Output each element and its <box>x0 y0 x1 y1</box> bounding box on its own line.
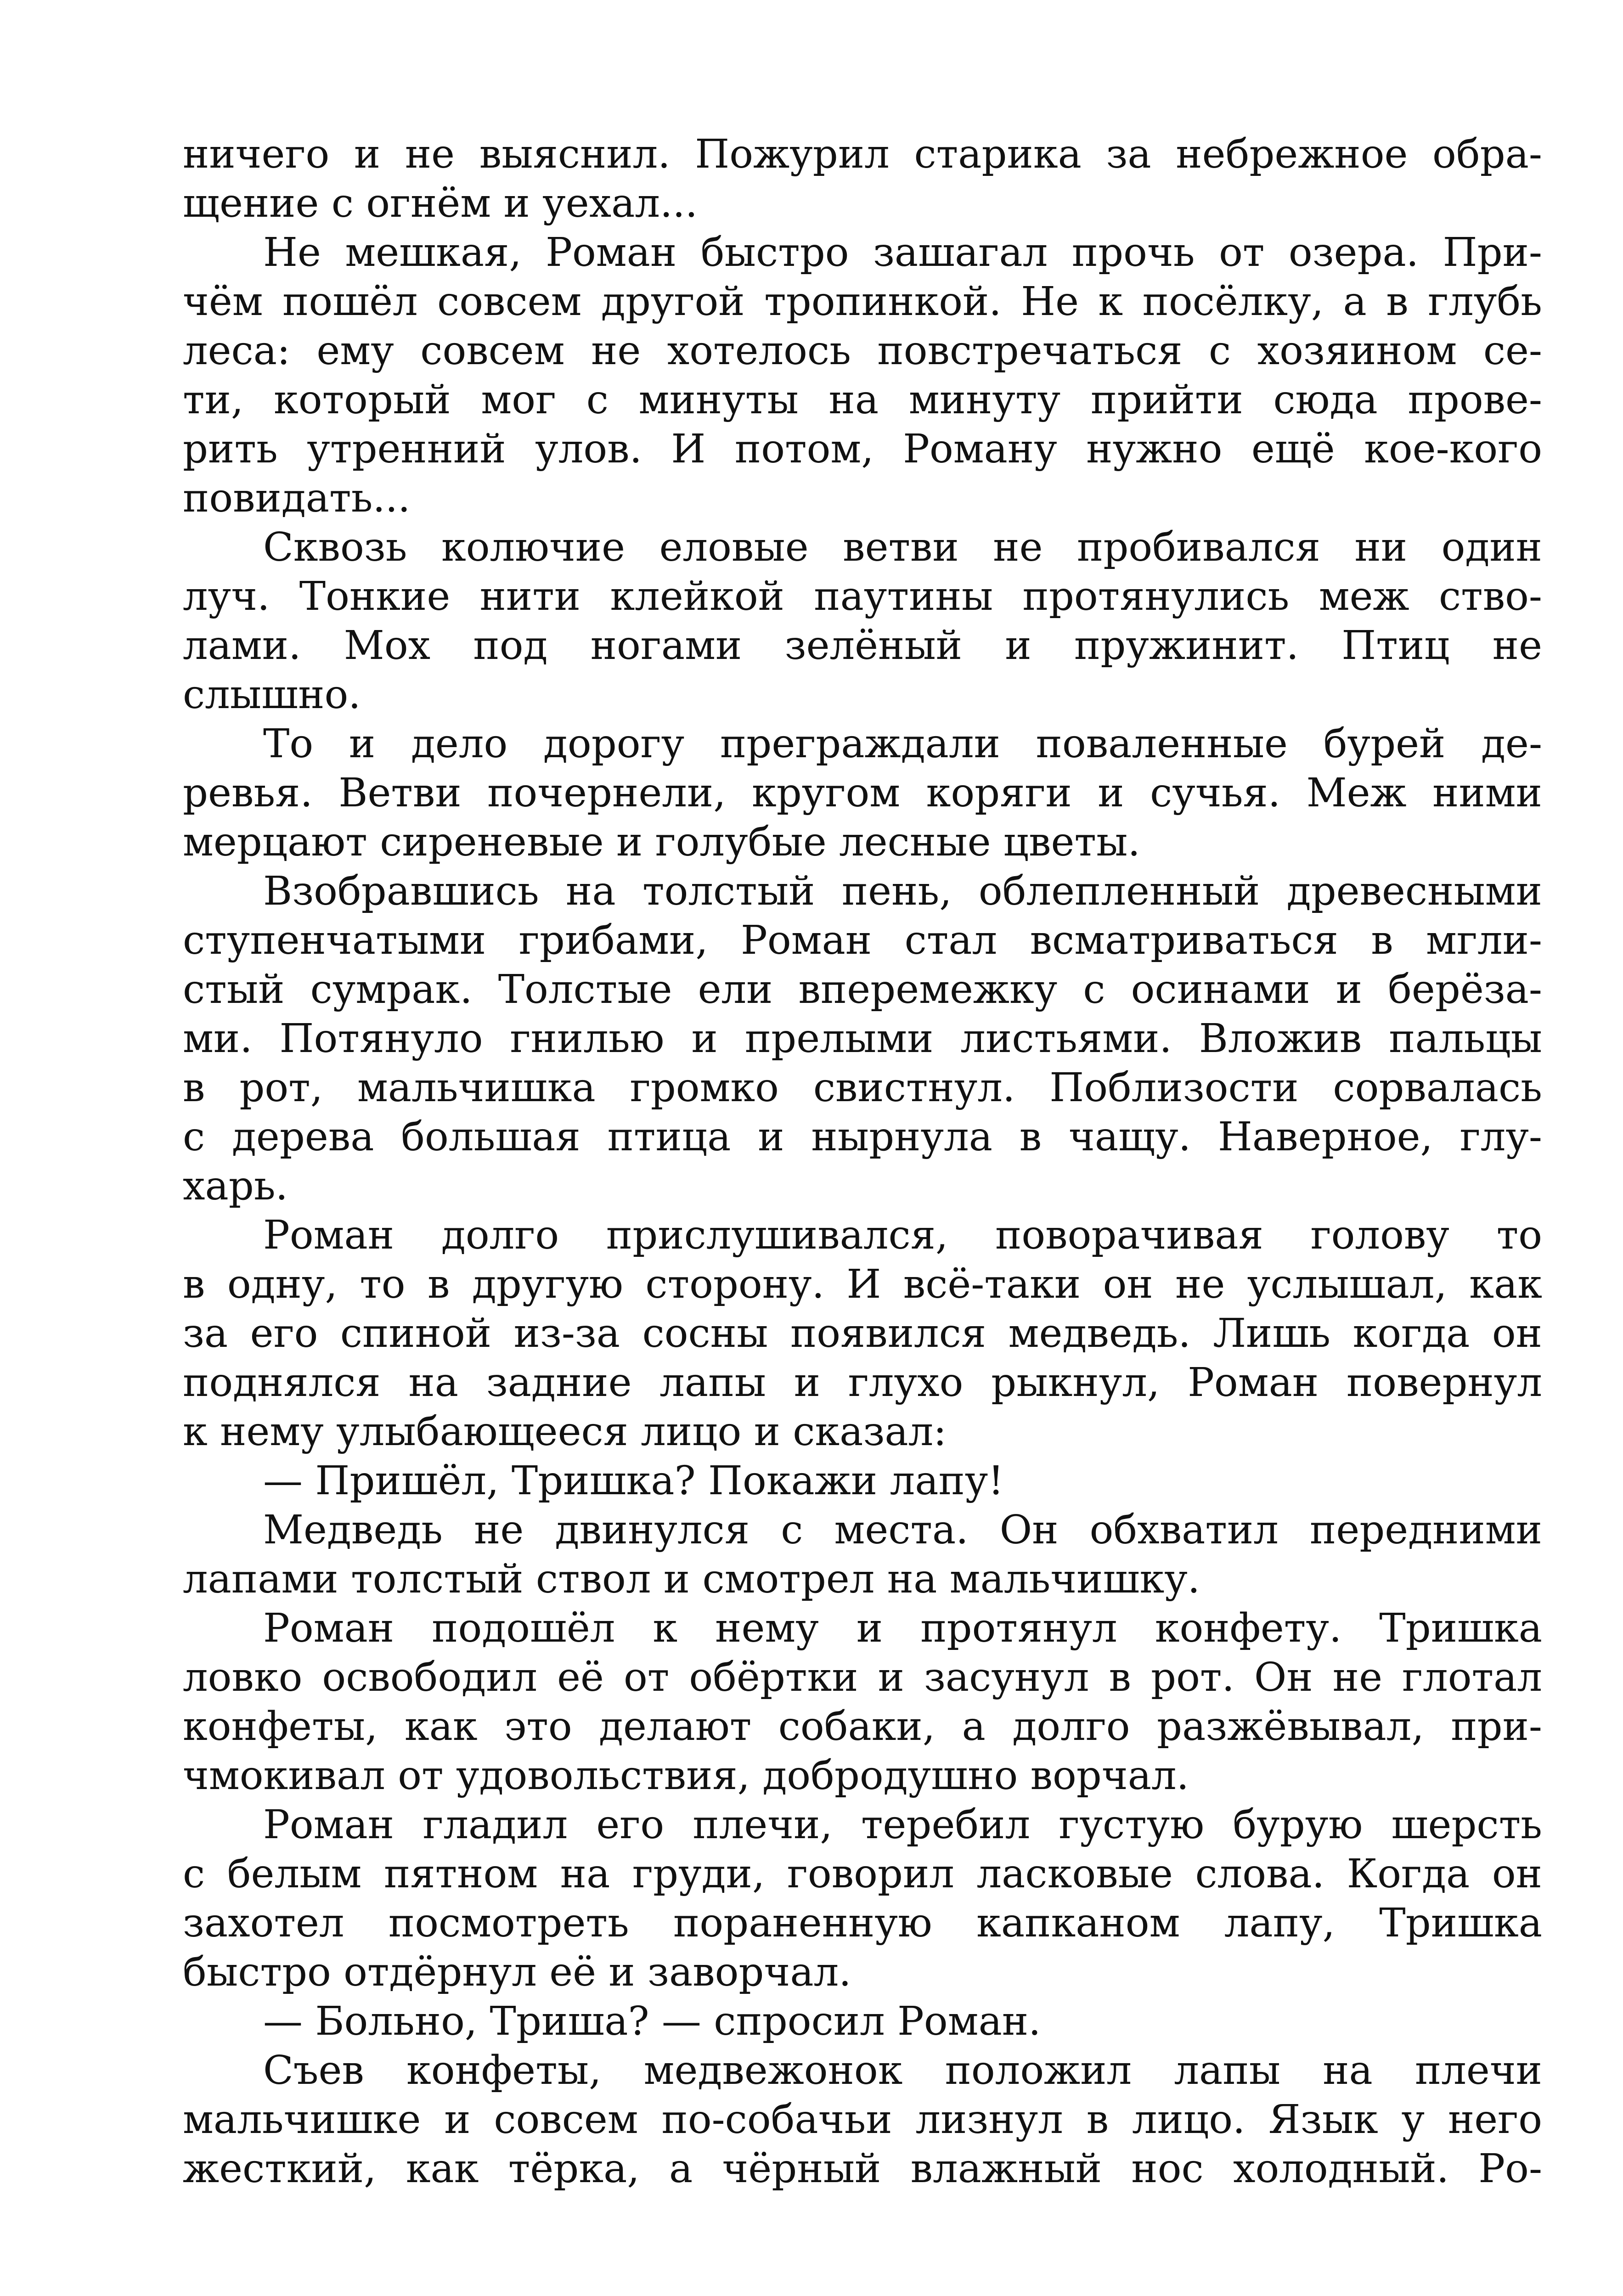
text-line: Роман долго прислушивался, поворачивая голову то <box>263 1212 1542 1258</box>
text-line: за его спиной из-за сосны появился медведь. Лишь когда он <box>183 1311 1542 1356</box>
text-line: ти, который мог с минуты на минуту прийти сюда прове- <box>183 377 1542 423</box>
text-line: ревья. Ветви почернели, кругом коряги и сучья. Меж ними <box>183 770 1542 816</box>
text-line: ми. Потянуло гнилью и прелыми листьями. Вложив пальцы <box>183 1016 1542 1062</box>
text-line: в рот, мальчишка громко свистнул. Поблизости сорвалась <box>183 1065 1542 1111</box>
text-line: Роман гладил его плечи, теребил густую бурую шерсть <box>263 1802 1542 1848</box>
text-line: Медведь не двинулся с места. Он обхватил передними <box>263 1507 1542 1553</box>
text-line: поднялся на задние лапы и глухо рыкнул, Роман повернул <box>183 1360 1542 1406</box>
text-line: ничего и не выяснил. Пожурил старика за небрежное обра- <box>183 131 1542 177</box>
text-line: Взобравшись на толстый пень, облепленный древесными <box>263 868 1542 914</box>
text-line: Не мешкая, Роман быстро зашагал прочь от озера. При- <box>263 230 1542 276</box>
text-line: То и дело дорогу преграждали поваленные бурей де- <box>263 721 1542 767</box>
text-line: повидать... <box>183 475 411 521</box>
book-page <box>183 130 1542 2296</box>
text-line: Сквозь колючие еловые ветви не пробивался ни один <box>263 524 1542 570</box>
text-line: быстро отдёрнул её и заворчал. <box>183 1949 851 1995</box>
text-line: к нему улыбающееся лицо и сказал: <box>183 1409 947 1455</box>
page-text <box>183 130 1542 2194</box>
text-line: луч. Тонкие нити клейкой паутины протянулись меж ство- <box>183 574 1542 619</box>
text-line: слышно. <box>183 672 361 718</box>
text-line: лапами толстый ствол и смотрел на мальчишку. <box>183 1556 1200 1602</box>
text-line: лами. Мох под ногами зелёный и пружинит. Птиц не <box>183 623 1542 669</box>
text-line: чём пошёл совсем другой тропинкой. Не к посёлку, а в глубь <box>183 279 1542 325</box>
text-line: ступенчатыми грибами, Роман стал всматриваться в мгли- <box>183 917 1542 963</box>
text-line: Роман подошёл к нему и протянул конфету. Тришка <box>263 1605 1542 1651</box>
text-line: мерцают сиреневые и голубые лесные цветы. <box>183 819 1140 865</box>
text-line: харь. <box>183 1163 288 1209</box>
text-line: рить утренний улов. И потом, Роману нужно ещё кое-кого <box>183 426 1542 472</box>
text-line: конфеты, как это делают собаки, а долго разжёвывал, при- <box>183 1704 1542 1750</box>
text-line: чмокивал от удовольствия, добродушно ворчал. <box>183 1753 1189 1799</box>
text-line: леса: ему совсем не хотелось повстречаться с хозяином се- <box>183 328 1542 374</box>
text-line: мальчишке и совсем по-собачьи лизнул в лицо. Язык у него <box>183 2097 1542 2143</box>
text-line: Съев конфеты, медвежонок положил лапы на плечи <box>263 2048 1542 2093</box>
text-line: стый сумрак. Толстые ели вперемежку с осинами и берёза- <box>183 967 1542 1013</box>
text-line: с дерева большая птица и нырнула в чащу. Наверное, глу- <box>183 1114 1542 1160</box>
text-line: с белым пятном на груди, говорил ласковые слова. Когда он <box>183 1851 1542 1897</box>
text-line: жесткий, как тёрка, а чёрный влажный нос холодный. Ро- <box>183 2146 1542 2192</box>
text-line: в одну, то в другую сторону. И всё-таки он не услышал, как <box>183 1261 1542 1307</box>
text-line: щение с огнём и уехал... <box>183 180 698 226</box>
text-line: — Больно, Триша? — спросил Роман. <box>263 1998 1041 2044</box>
text-line: ловко освободил её от обёртки и засунул в рот. Он не глотал <box>183 1654 1542 1700</box>
text-line: захотел посмотреть пораненную капканом лапу, Тришка <box>183 1900 1542 1946</box>
text-line: — Пришёл, Тришка? Покажи лапу! <box>263 1458 1004 1504</box>
